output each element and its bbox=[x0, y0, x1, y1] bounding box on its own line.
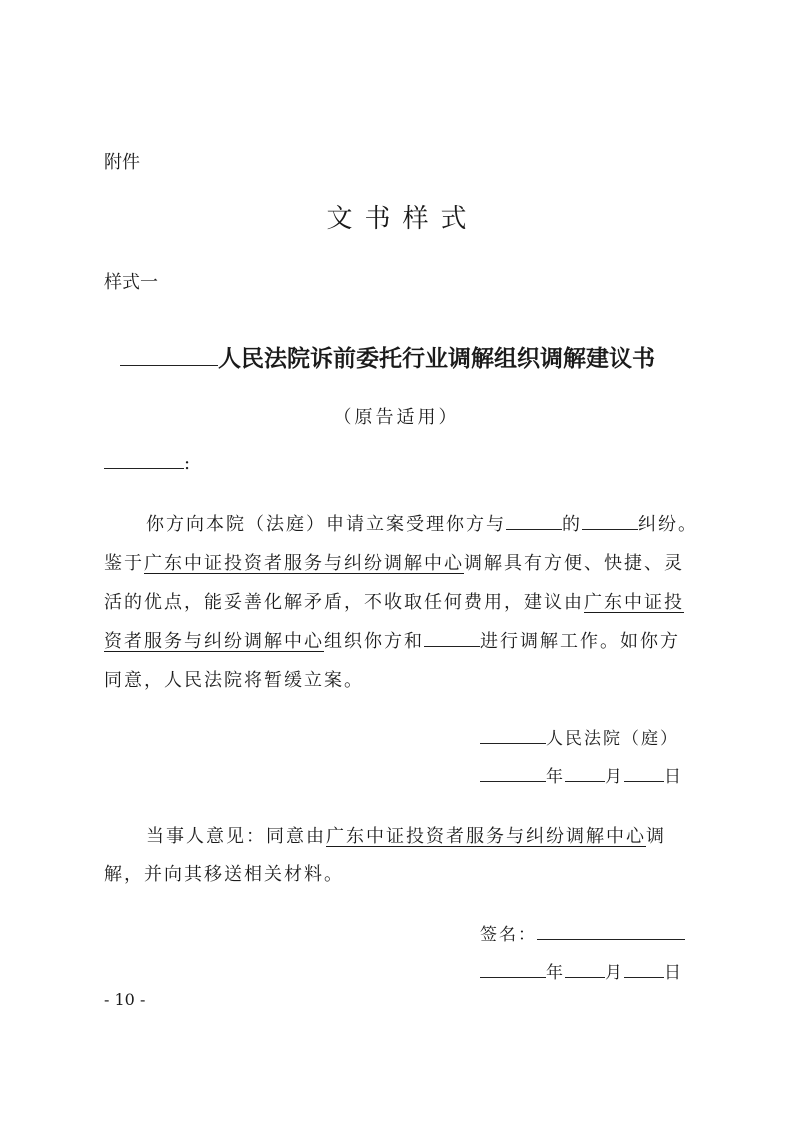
main-title: 人民法院诉前委托行业调解组织调解建议书 bbox=[218, 346, 655, 372]
blank-other-party bbox=[424, 630, 480, 647]
page-number: - 10 - bbox=[104, 990, 146, 1009]
signature-label: 签名： bbox=[480, 925, 537, 945]
main-title-row bbox=[120, 340, 655, 373]
opinion-line-1: 当事人意见：同意由广东中证投资者服务与纠纷调解中心调 bbox=[146, 826, 666, 847]
signature-row bbox=[480, 920, 685, 945]
body-line-2: 鉴于广东中证投资者服务与纠纷调解中心调解具有方便、快捷、灵 bbox=[104, 553, 684, 574]
month-blank bbox=[565, 765, 605, 782]
signature-blank bbox=[537, 923, 685, 940]
body-line-1: 你方向本院（法庭）申请立案受理你方与 的 纠纷。 bbox=[146, 514, 698, 535]
court-sign: 人民法院（庭） bbox=[546, 729, 679, 749]
blank-opponent bbox=[506, 513, 562, 530]
party-date-row: 年 月 日 bbox=[480, 958, 683, 983]
year-blank bbox=[480, 961, 546, 978]
subtitle: （原告适用） bbox=[333, 407, 460, 428]
court-date-row: 年 月 日 bbox=[480, 762, 683, 787]
org-name: 广东中证投 bbox=[584, 592, 684, 613]
body-line-4: 资者服务与纠纷调解中心组织你方和 进行调解工作。如你方 bbox=[104, 631, 680, 652]
body-line-5: 同意，人民法院将暂缓立案。 bbox=[104, 670, 364, 691]
day-blank bbox=[624, 765, 664, 782]
year-blank bbox=[480, 765, 546, 782]
addressee-blank bbox=[104, 452, 184, 469]
opinion-line-2: 解，并向其移送相关材料。 bbox=[104, 864, 344, 885]
court-signature-row bbox=[480, 724, 679, 749]
document-title: 文书样式 bbox=[326, 204, 479, 234]
court-name-blank bbox=[480, 727, 546, 744]
org-name: 资者服务与纠纷调解中心 bbox=[104, 631, 324, 652]
day-blank bbox=[624, 961, 664, 978]
attachment-label: 附件 bbox=[104, 152, 140, 173]
style-label: 样式一 bbox=[104, 272, 158, 293]
blank-dispute-type bbox=[582, 513, 638, 530]
month-blank bbox=[565, 961, 605, 978]
addressee-colon: : bbox=[184, 453, 191, 474]
body-line-3: 活的优点，能妥善化解矛盾，不收取任何费用，建议由广东中证投 bbox=[104, 592, 684, 613]
org-name: 广东中证投资者服务与纠纷调解中心 bbox=[326, 826, 646, 847]
addressee-row bbox=[104, 452, 190, 474]
org-name: 广东中证投资者服务与纠纷调解中心 bbox=[144, 553, 464, 574]
court-name-blank bbox=[120, 349, 218, 366]
